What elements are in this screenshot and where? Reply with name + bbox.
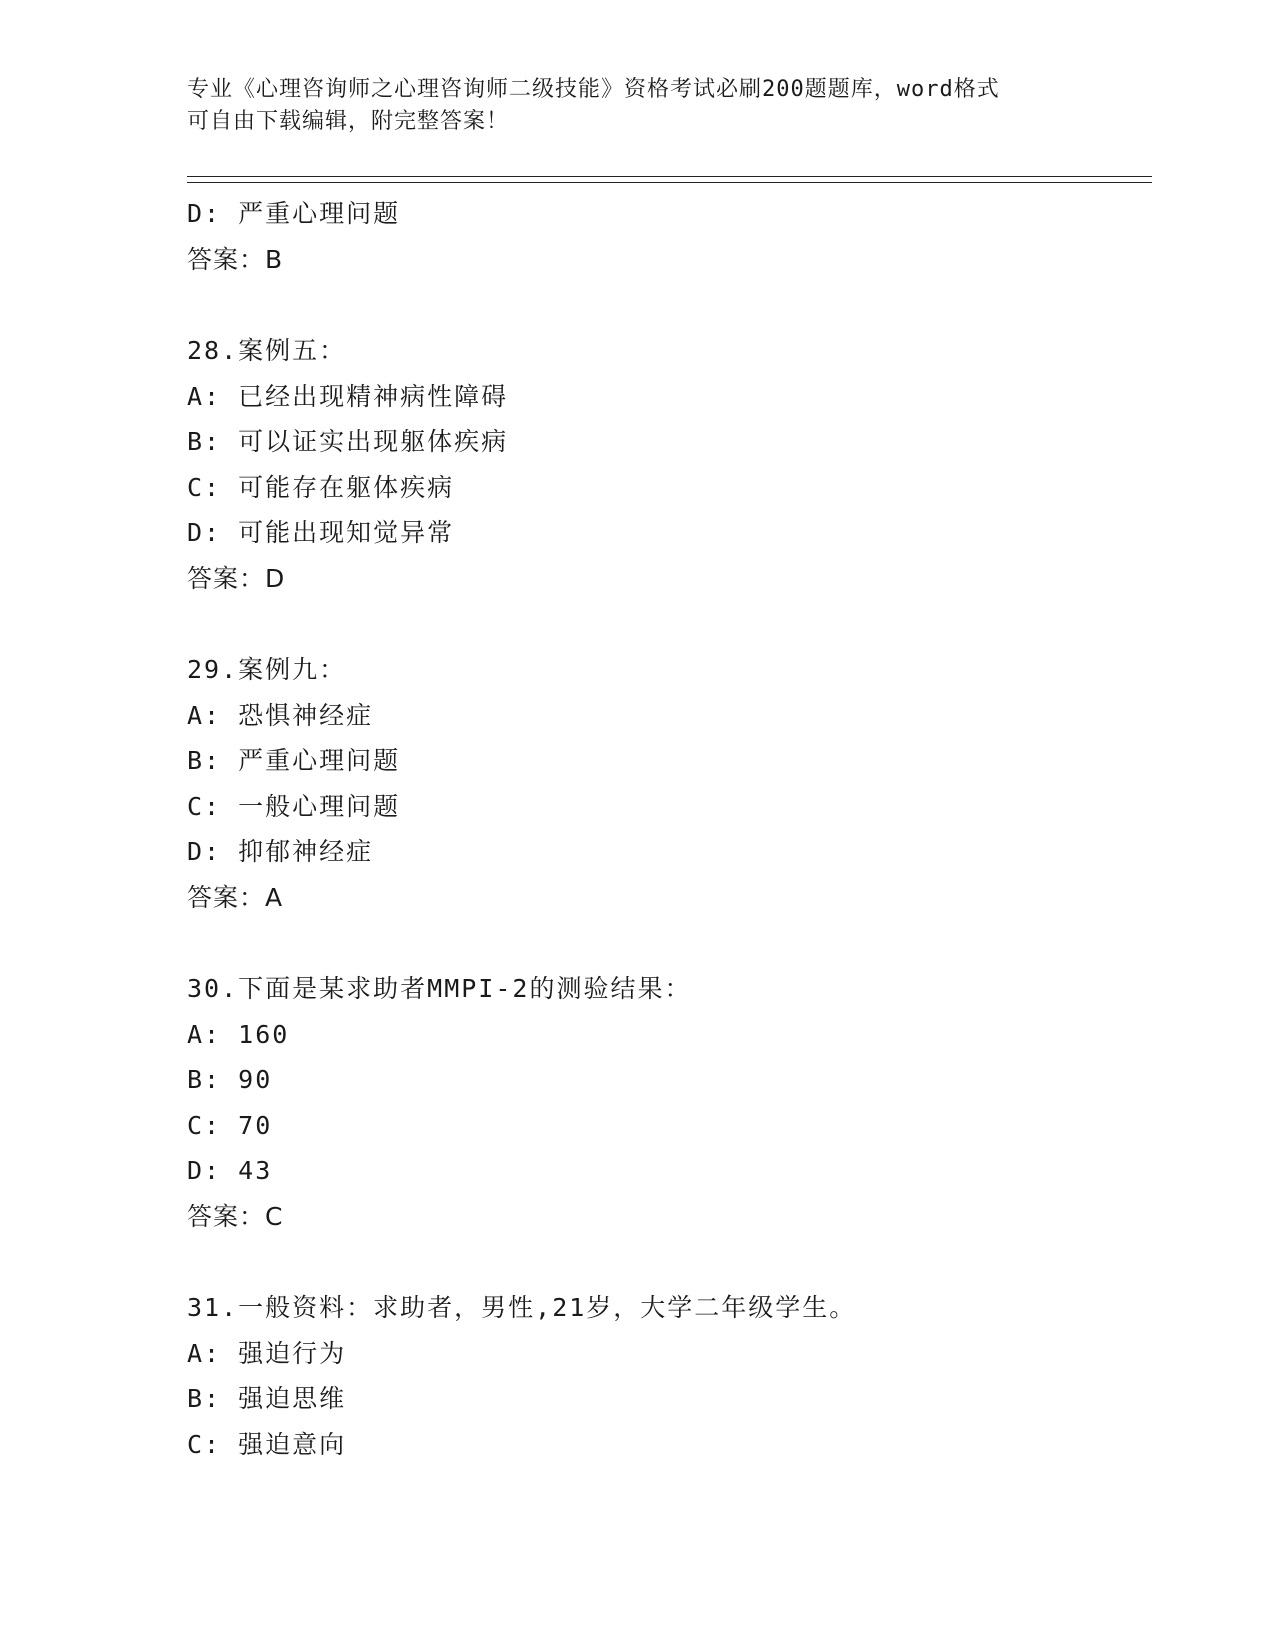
option-a: A: 恐惧神经症 [187, 700, 374, 730]
option-c: C: 70 [187, 1110, 273, 1140]
question-29 [187, 647, 1147, 920]
answer-line: 答案：D [187, 563, 286, 593]
option-b: B: 严重心理问题 [187, 746, 401, 775]
option-b: B: 强迫思维 [187, 1384, 347, 1413]
answer-line: 答案：B [187, 244, 284, 274]
question-stem: 30.下面是某求助者MMPI-2的测验结果： [187, 974, 692, 1003]
spacer [187, 601, 1147, 647]
spacer [187, 282, 1147, 328]
header-divider-top [187, 176, 1152, 177]
question-stem: 29.案例九： [187, 655, 347, 684]
option-d: D: 抑郁神经症 [187, 837, 374, 866]
option-a: A: 160 [187, 1019, 290, 1049]
answer-line: 答案：C [187, 1201, 284, 1231]
header-line-1: 专业《心理咨询师之心理咨询师二级技能》资格考试必刷200题题库，word格式 [187, 77, 1000, 102]
question-list [187, 191, 1147, 1467]
question-stem: 28.案例五： [187, 336, 347, 365]
option-c: C: 强迫意向 [187, 1429, 347, 1459]
header-divider-bottom [187, 182, 1152, 183]
header-line-2: 可自由下载编辑，附完整答案！ [187, 109, 510, 134]
document-header [187, 74, 1087, 138]
question-30 [187, 966, 1147, 1239]
option-a: A: 强迫行为 [187, 1338, 347, 1368]
option-c: C: 可能存在躯体疾病 [187, 472, 455, 502]
question-28 [187, 328, 1147, 601]
option-b: B: 可以证实出现躯体疾病 [187, 427, 509, 456]
question-31 [187, 1285, 1147, 1467]
option-d: D: 严重心理问题 [187, 199, 401, 228]
answer-line: 答案：A [187, 882, 284, 912]
option-d: D: 可能出现知觉异常 [187, 518, 455, 547]
question-stem: 31.一般资料：求助者，男性,21岁，大学二年级学生。 [187, 1293, 857, 1322]
spacer [187, 920, 1147, 966]
option-b: B: 90 [187, 1065, 273, 1094]
option-a: A: 已经出现精神病性障碍 [187, 381, 509, 411]
option-c: C: 一般心理问题 [187, 791, 401, 821]
option-d: D: 43 [187, 1156, 273, 1185]
spacer [187, 1239, 1147, 1285]
